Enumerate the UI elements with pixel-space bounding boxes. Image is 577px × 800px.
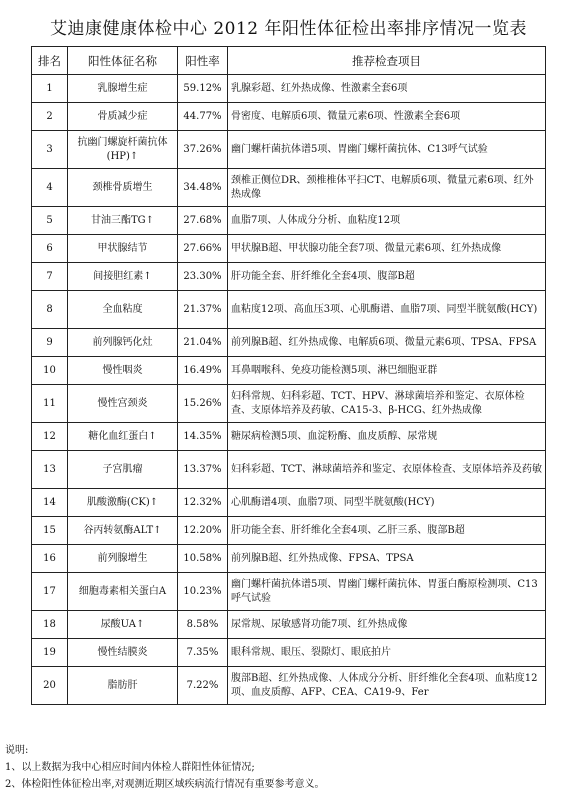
sign-name-cell: 糖化血红蛋白↑ xyxy=(68,423,178,451)
rate-cell: 12.20% xyxy=(178,517,228,545)
table-row xyxy=(32,423,546,451)
exam-cell: 血脂7项、人体成分分析、血粘度12项 xyxy=(228,207,546,235)
sign-name-cell: 骨质减少症 xyxy=(68,103,178,131)
rank-cell: 8 xyxy=(32,291,68,329)
exam-cell: 前列腺B超、红外热成像、电解质6项、微量元素6项、TPSA、FPSA xyxy=(228,329,546,357)
exam-cell: 妇科彩超、TCT、淋球菌培养和鉴定、衣原体检查、支原体培养及药敏 xyxy=(228,451,546,489)
table-row xyxy=(32,667,546,705)
rate-cell: 37.26% xyxy=(178,131,228,169)
header-rank: 排名 xyxy=(32,47,68,75)
rate-cell: 7.22% xyxy=(178,667,228,705)
table-row xyxy=(32,611,546,639)
sign-name-cell: 慢性咽炎 xyxy=(68,357,178,385)
sign-name-cell: 全血粘度 xyxy=(68,291,178,329)
rank-cell: 6 xyxy=(32,235,68,263)
notes-heading: 说明: xyxy=(5,745,29,756)
table-row xyxy=(32,329,546,357)
rank-cell: 11 xyxy=(32,385,68,423)
sign-name-cell: 乳腺增生症 xyxy=(68,75,178,103)
rate-cell: 14.35% xyxy=(178,423,228,451)
table-row xyxy=(32,235,546,263)
rank-cell: 15 xyxy=(32,517,68,545)
sign-name-cell: 慢性宫颈炎 xyxy=(68,385,178,423)
ranking-table xyxy=(31,46,546,705)
rate-cell: 21.37% xyxy=(178,291,228,329)
sign-name-cell: 前列腺钙化灶 xyxy=(68,329,178,357)
table-row xyxy=(32,573,546,611)
rank-cell: 19 xyxy=(32,639,68,667)
notes-line-1: 1、以上数据为我中心相应时间内体检人群阳性体征情况; xyxy=(5,762,255,773)
table-row xyxy=(32,385,546,423)
table-row xyxy=(32,545,546,573)
table-row xyxy=(32,169,546,207)
notes-line-2: 2、体检阳性体征检出率,对观测近期区域疾病流行情况有重要参考意义。 xyxy=(5,779,325,790)
rank-cell: 4 xyxy=(32,169,68,207)
exam-cell: 血粘度12项、高血压3项、心肌酶谱、血脂7项、同型半胱氨酸(HCY) xyxy=(228,291,546,329)
rank-cell: 14 xyxy=(32,489,68,517)
sign-name-cell: 脂肪肝 xyxy=(68,667,178,705)
sign-name-cell: 尿酸UA↑ xyxy=(68,611,178,639)
rank-cell: 13 xyxy=(32,451,68,489)
rank-cell: 12 xyxy=(32,423,68,451)
table-row xyxy=(32,639,546,667)
exam-cell: 甲状腺B超、甲状腺功能全套7项、微量元素6项、红外热成像 xyxy=(228,235,546,263)
rank-cell: 16 xyxy=(32,545,68,573)
exam-cell: 幽门螺杆菌抗体谱5项、胃幽门螺杆菌抗体、C13呼气试验 xyxy=(228,131,546,169)
rank-cell: 17 xyxy=(32,573,68,611)
rate-cell: 23.30% xyxy=(178,263,228,291)
rate-cell: 59.12% xyxy=(178,75,228,103)
table-body xyxy=(32,75,546,705)
exam-cell: 幽门螺杆菌抗体谱5项、胃幽门螺杆菌抗体、胃蛋白酶原检测项、C13呼气试验 xyxy=(228,573,546,611)
exam-cell: 妇科常规、妇科彩超、TCT、HPV、淋球菌培养和鉴定、衣原体检查、支原体培养及药敏、CA15-3、β-HCG、红外热成像 xyxy=(228,385,546,423)
rank-cell: 10 xyxy=(32,357,68,385)
rank-cell: 18 xyxy=(32,611,68,639)
rate-cell: 44.77% xyxy=(178,103,228,131)
rank-cell: 20 xyxy=(32,667,68,705)
sign-name-cell: 间接胆红素↑ xyxy=(68,263,178,291)
exam-cell: 腹部B超、红外热成像、人体成分分析、肝纤维化全套4项、血粘度12项、血皮质醇、AFP、CEA、CA19-9、Fer xyxy=(228,667,546,705)
rate-cell: 7.35% xyxy=(178,639,228,667)
sign-name-cell: 慢性结膜炎 xyxy=(68,639,178,667)
rate-cell: 10.58% xyxy=(178,545,228,573)
table-row xyxy=(32,263,546,291)
sign-name-cell: 谷丙转氨酶ALT↑ xyxy=(68,517,178,545)
rank-cell: 1 xyxy=(32,75,68,103)
rate-cell: 15.26% xyxy=(178,385,228,423)
sign-name-cell: 颈椎骨质增生 xyxy=(68,169,178,207)
exam-cell: 肝功能全套、肝纤维化全套4项、腹部B超 xyxy=(228,263,546,291)
header-recommended-exams: 推荐检查项目 xyxy=(228,47,546,75)
table-row xyxy=(32,291,546,329)
exam-cell: 肝功能全套、肝纤维化全套4项、乙肝三系、腹部B超 xyxy=(228,517,546,545)
exam-cell: 糖尿病检测5项、血淀粉酶、血皮质醇、尿常规 xyxy=(228,423,546,451)
rank-cell: 2 xyxy=(32,103,68,131)
header-sign-name: 阳性体征名称 xyxy=(68,47,178,75)
sign-name-cell: 子宫肌瘤 xyxy=(68,451,178,489)
rate-cell: 12.32% xyxy=(178,489,228,517)
table-row xyxy=(32,75,546,103)
table-header-row xyxy=(32,47,546,75)
table-row xyxy=(32,103,546,131)
rate-cell: 10.23% xyxy=(178,573,228,611)
sign-name-cell: 肌酸激酶(CK)↑ xyxy=(68,489,178,517)
sign-name-cell: 甲状腺结节 xyxy=(68,235,178,263)
rank-cell: 5 xyxy=(32,207,68,235)
exam-cell: 颈椎正侧位DR、颈椎椎体平扫CT、电解质6项、微量元素6项、红外热成像 xyxy=(228,169,546,207)
sign-name-cell: 甘油三酯TG↑ xyxy=(68,207,178,235)
exam-cell: 心肌酶谱4项、血脂7项、同型半胱氨酸(HCY) xyxy=(228,489,546,517)
rate-cell: 27.66% xyxy=(178,235,228,263)
exam-cell: 眼科常规、眼压、裂隙灯、眼底拍片 xyxy=(228,639,546,667)
rank-cell: 3 xyxy=(32,131,68,169)
rate-cell: 21.04% xyxy=(178,329,228,357)
rank-cell: 7 xyxy=(32,263,68,291)
rate-cell: 34.48% xyxy=(178,169,228,207)
table-row xyxy=(32,517,546,545)
sign-name-cell: 细胞毒素相关蛋白A xyxy=(68,573,178,611)
rate-cell: 27.68% xyxy=(178,207,228,235)
header-positive-rate: 阳性率 xyxy=(178,47,228,75)
rate-cell: 13.37% xyxy=(178,451,228,489)
sign-name-cell: 前列腺增生 xyxy=(68,545,178,573)
page-title: 艾迪康健康体检中心 2012 年阳性体征检出率排序情况一览表 xyxy=(49,19,528,39)
notes xyxy=(5,742,325,793)
sign-name-cell: 抗幽门螺旋杆菌抗体(HP)↑ xyxy=(68,131,178,169)
rate-cell: 8.58% xyxy=(178,611,228,639)
exam-cell: 前列腺B超、红外热成像、FPSA、TPSA xyxy=(228,545,546,573)
table-row xyxy=(32,207,546,235)
rate-cell: 16.49% xyxy=(178,357,228,385)
table-row xyxy=(32,451,546,489)
table-row xyxy=(32,357,546,385)
exam-cell: 乳腺彩超、红外热成像、性激素全套6项 xyxy=(228,75,546,103)
exam-cell: 骨密度、电解质6项、微量元素6项、性激素全套6项 xyxy=(228,103,546,131)
table-row xyxy=(32,131,546,169)
rank-cell: 9 xyxy=(32,329,68,357)
table-row xyxy=(32,489,546,517)
exam-cell: 尿常规、尿敏感肾功能7项、红外热成像 xyxy=(228,611,546,639)
exam-cell: 耳鼻咽喉科、免疫功能检测5项、淋巴细胞亚群 xyxy=(228,357,546,385)
